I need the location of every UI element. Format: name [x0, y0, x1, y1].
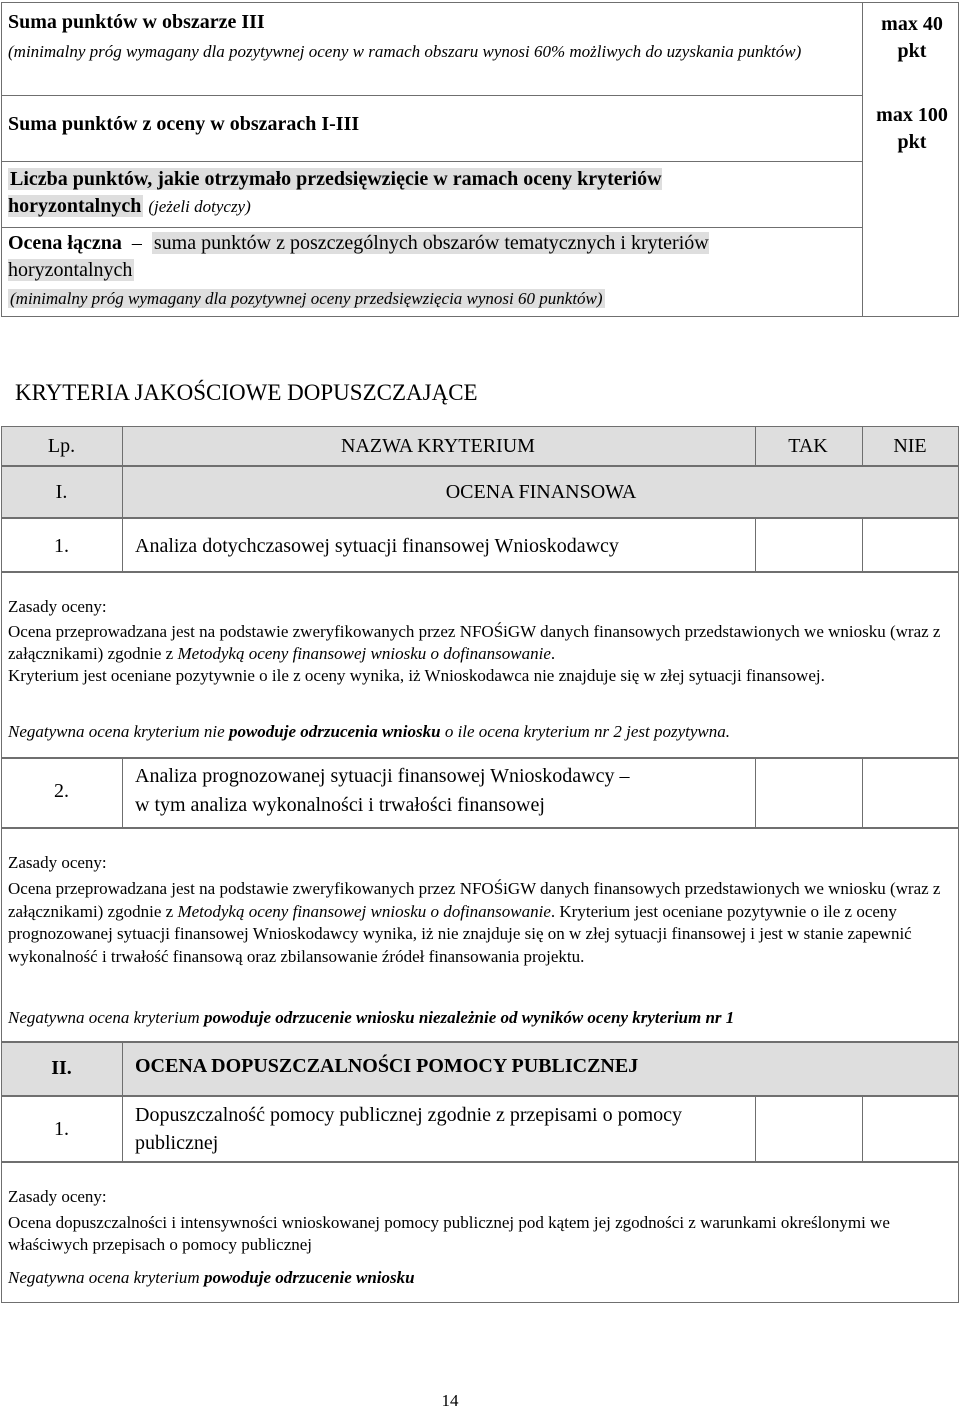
overall-note: (minimalny próg wymagany dla pozytywnej oceny przedsięwzięcia wynosi 60 punktów): [10, 289, 603, 308]
group1-title: OCENA FINANSOWA: [445, 481, 637, 503]
criterion3-rules: Ocena dopuszczalności i intensywności wnioskowanej pomocy publicznej pod kątem jej zgodności z warunkami określonymi we właściwych przepisach o pomocy publicznej: [8, 1213, 890, 1254]
criterion2-rules: Ocena przeprowadzana jest na podstawie zweryfikowanych przez NFOŚiGW danych finansowych przedstawionych we wniosku (wraz z załącznikami) zgodnie z Metodyką oceny finansowej wniosku o dofinansowanie. Kryterium jest oceniane pozytywnie o ile z oceny prognozowanej sytuacji finansowej Wnioskodawcy wynika, iż nie znajduje się on w złej sytuacji finansowej i jest w stanie zapewnić wykonalność i trwałość finansową oraz zbilansowanie źródeł finansowania projektu.: [8, 879, 941, 966]
page-number: 14: [441, 1391, 459, 1410]
criterion1-name: Analiza dotychczasowej sytuacji finansowej Wnioskodawcy: [135, 535, 619, 557]
criterion1-yes-cell[interactable]: [755, 519, 861, 571]
criterion1-rules-positive: Kryterium jest oceniane pozytywnie o ile z oceny wynika, iż Wnioskodawca nie znajduje się w złej sytuacji finansowej.: [8, 666, 825, 685]
criterion3-name: Dopuszczalność pomocy publicznej zgodnie z przepisami o pomocy publicznej: [135, 1104, 683, 1154]
horizontal-criteria: [8, 166, 798, 220]
overall-title: Ocena łączna: [8, 232, 122, 254]
criterion2-number: 2.: [54, 780, 69, 802]
overall-score: [8, 230, 828, 284]
group2-number: II.: [51, 1057, 72, 1079]
criterion2-method-ref: Metodyką oceny finansowej wniosku o dofinansowanie: [177, 901, 551, 921]
criterion2-rules-label: Zasady oceny:: [8, 853, 107, 872]
overall-dash: –: [126, 232, 147, 254]
area3-divider: [2, 95, 862, 96]
criterion3-number: 1.: [54, 1118, 69, 1140]
criterion2-negative-note: Negatywna ocena kryterium powoduje odrzucenie wniosku niezależnie od wyników oceny kryterium nr 1: [8, 1008, 735, 1027]
group2-title: OCENA DOPUSZCZALNOŚCI POMOCY PUBLICZNEJ: [135, 1055, 639, 1077]
header-no: NIE: [893, 435, 927, 457]
points-column-divider: [862, 3, 863, 316]
area3-max-points: max 40 pkt: [881, 13, 943, 62]
group1-number: I.: [55, 481, 68, 503]
horizontal-note: (jeżeli dotyczy): [148, 197, 251, 216]
criterion3-yes-cell[interactable]: [755, 1097, 861, 1161]
criterion3-negative-note: Negatywna ocena kryterium powoduje odrzucenie wniosku: [8, 1268, 415, 1287]
criterion2-name: Analiza prognozowanej sytuacji finansowej Wnioskodawcy – w tym analiza wykonalności i trwałości finansowej: [135, 765, 630, 816]
header-criterion-name: NAZWA KRYTERIUM: [341, 435, 535, 457]
criterion1-no-cell[interactable]: [862, 519, 958, 571]
criterion1-rules: Ocena przeprowadzana jest na podstawie zweryfikowanych przez NFOŚiGW danych finansowych przedstawionych we wniosku (wraz z załącznikami) zgodnie z Metodyką oceny finansowej wniosku o dofinansowanie. Kryterium jest oceniane pozytywnie o ile z oceny wynika, iż Wnioskodawca nie znajduje się w złej sytuacji finansowej.: [8, 622, 941, 685]
header-lp: Lp.: [47, 435, 76, 457]
section-heading: KRYTERIA JAKOŚCIOWE DOPUSZCZAJĄCE: [15, 380, 478, 405]
criterion1-rules-label: Zasady oceny:: [8, 597, 107, 616]
total-title: Suma punktów z oceny w obszarach I-III: [8, 113, 360, 135]
criterion1-number: 1.: [54, 535, 69, 557]
area3-note: (minimalny próg wymagany dla pozytywnej oceny w ramach obszaru wynosi 60% możliwych do uzyskania punktów): [8, 42, 802, 61]
header-yes: TAK: [788, 435, 828, 457]
horizontal-title: Liczba punktów, jakie otrzymało przedsięwzięcie w ramach oceny kryteriów horyzontalnych: [8, 168, 662, 217]
total-max-points: max 100 pkt: [876, 104, 948, 153]
criterion2-yes-cell[interactable]: [755, 759, 861, 827]
criterion1-method-ref: Metodyką oceny finansowej wniosku o dofinansowanie: [177, 644, 551, 663]
criterion3-rules-label: Zasady oceny:: [8, 1187, 107, 1206]
criterion3-no-cell[interactable]: [862, 1097, 958, 1161]
horizontal-divider: [2, 227, 862, 228]
criterion2-no-cell[interactable]: [862, 759, 958, 827]
total-divider: [2, 161, 862, 162]
overall-description: suma punktów z poszczególnych obszarów tematycznych i kryteriów horyzontalnych: [8, 232, 709, 281]
area3-title: Suma punktów w obszarze III: [8, 11, 265, 33]
criterion1-negative-note: Negatywna ocena kryterium nie powoduje odrzucenia wniosku o ile ocena kryterium nr 2 jest pozytywna.: [8, 722, 730, 741]
